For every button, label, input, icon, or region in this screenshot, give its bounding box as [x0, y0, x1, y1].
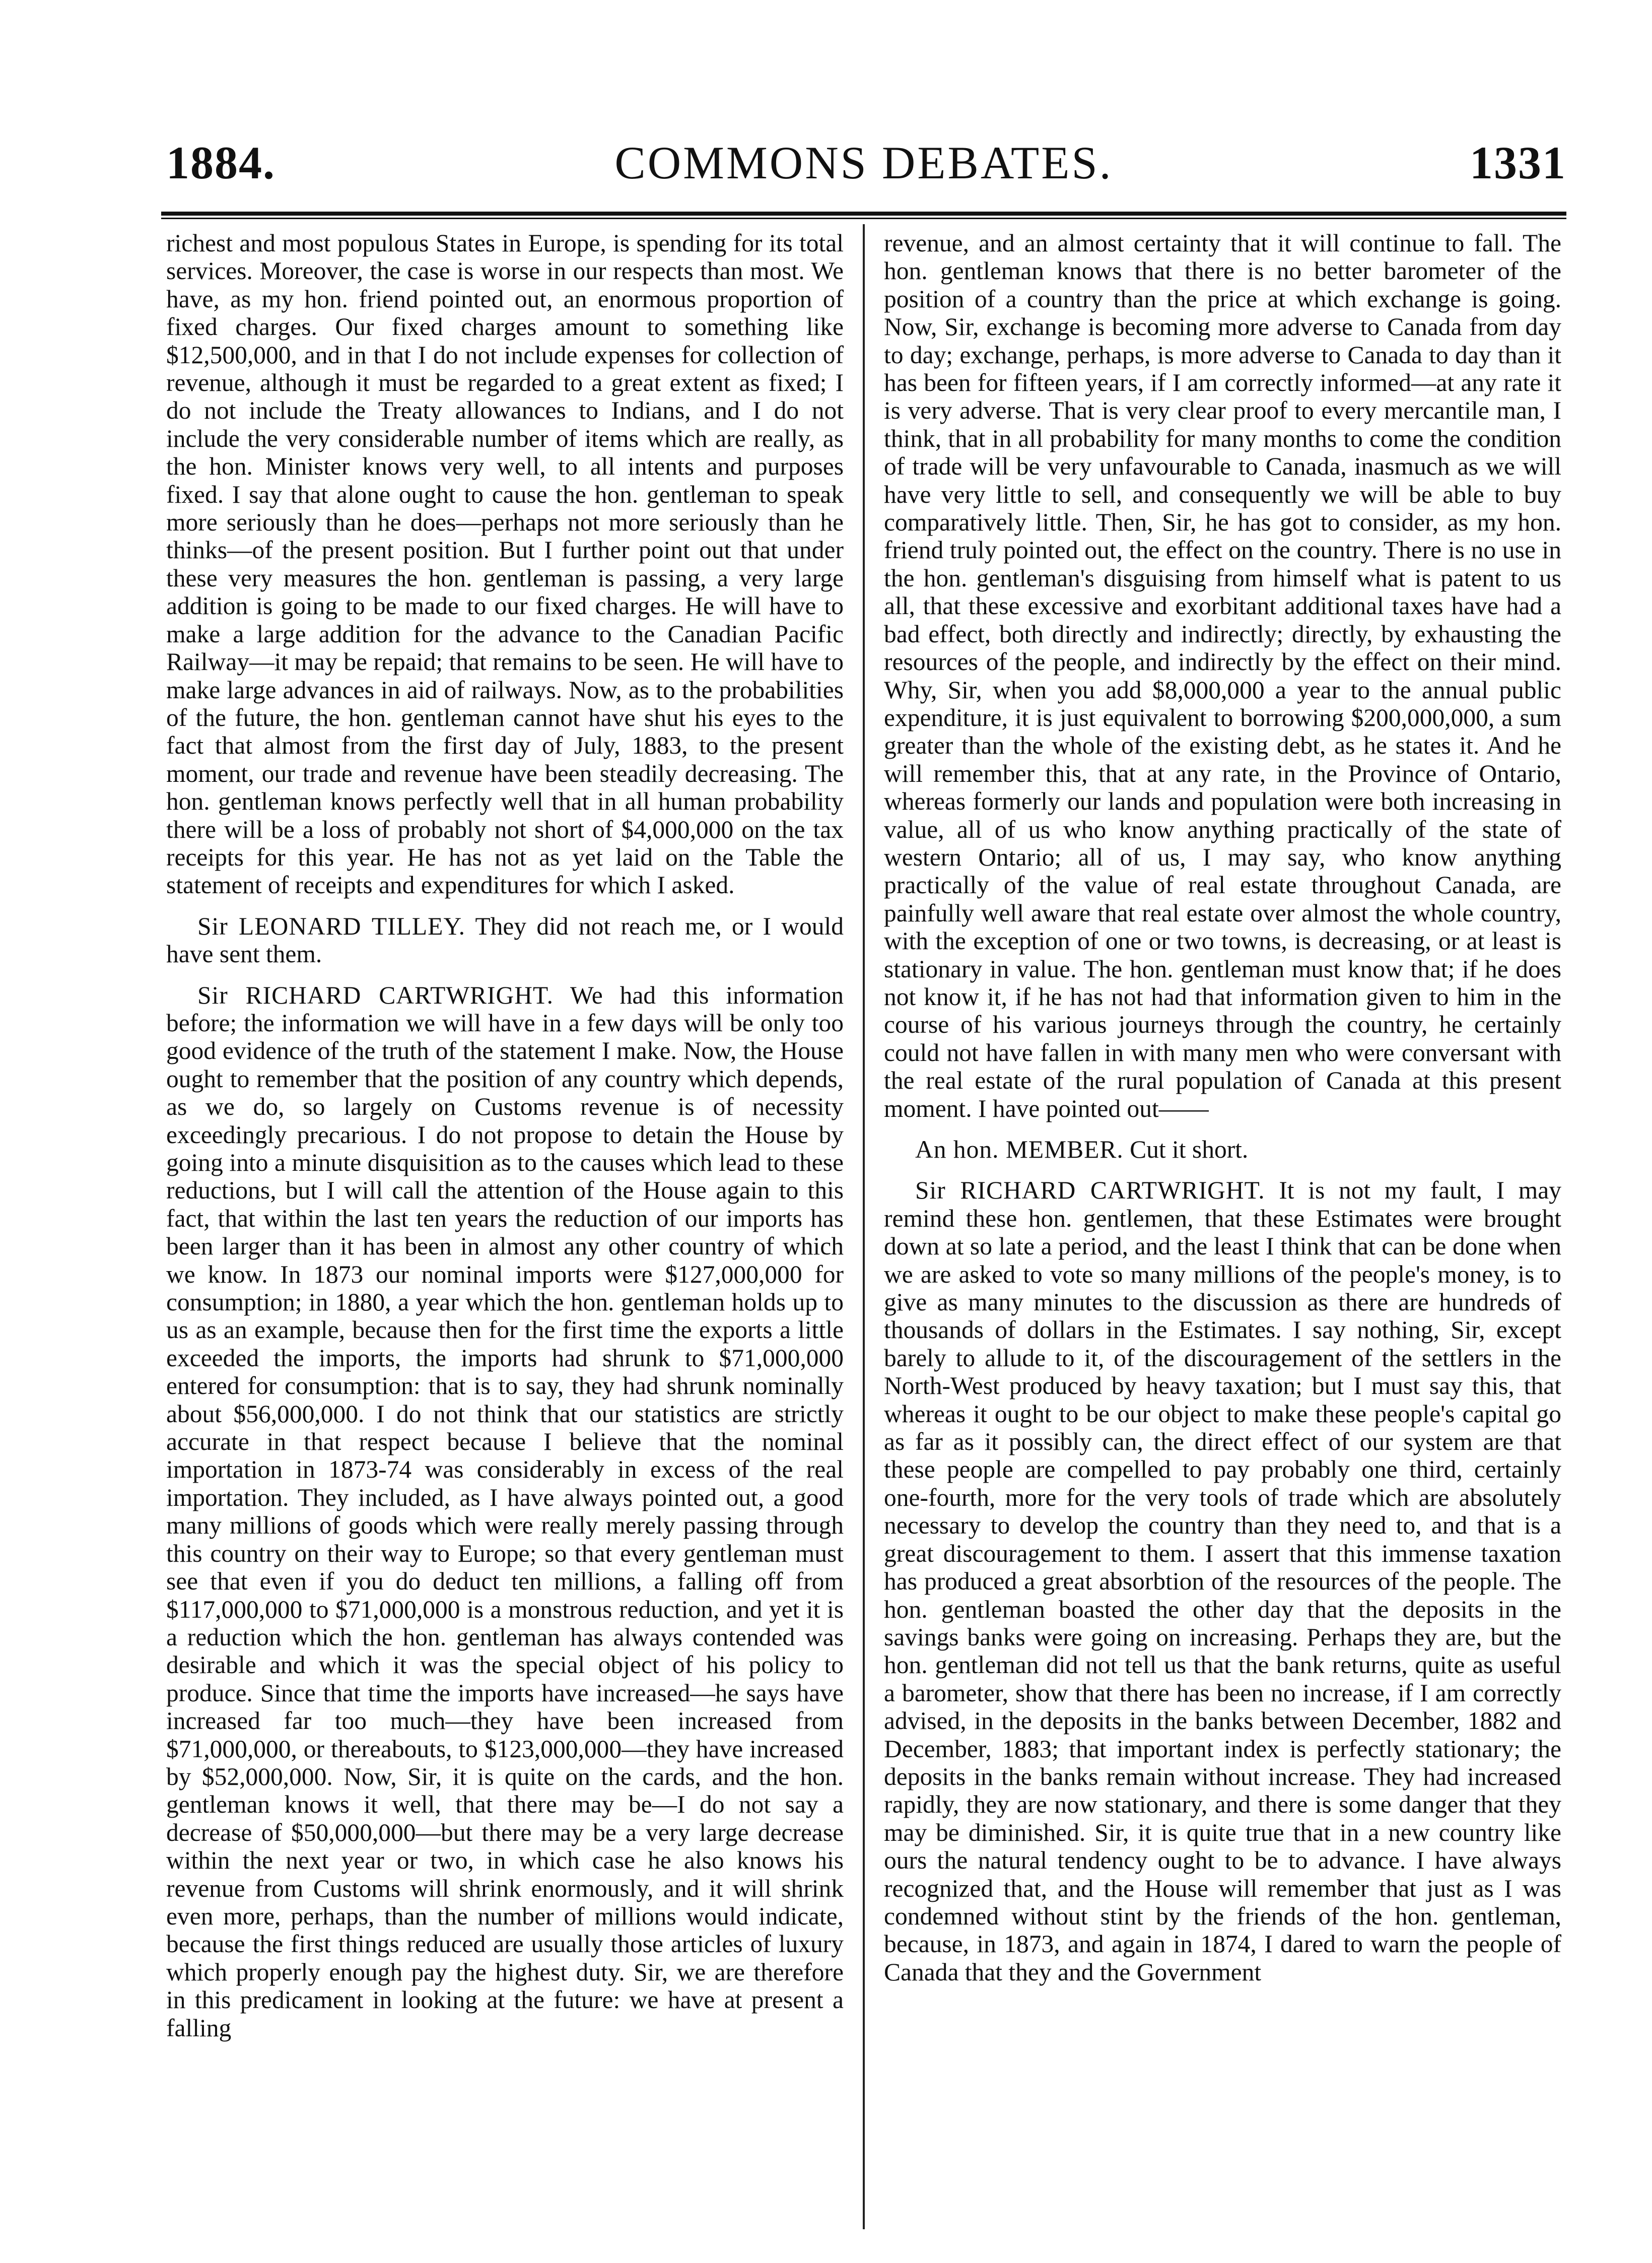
left-column — [166, 229, 844, 2239]
header-year: 1884. — [166, 137, 276, 188]
speech-text: They did not reach me, or I would have sent them. — [166, 912, 844, 968]
header-rule-thin — [161, 218, 1566, 219]
right-paragraph-2 — [884, 1136, 1561, 1163]
speaker-name: An hon. MEMBER. — [915, 1136, 1124, 1163]
header-page-number: 1331 — [1470, 137, 1566, 188]
page-header — [161, 136, 1566, 196]
header-rule — [161, 212, 1566, 216]
speech-text: It is not my fault, I may remind these hon. gentlemen, that these Estimates were brought down at so late a period, and the least I think that can be done when we are asked to vote so many millions of the people's money, is to give as many minutes to the discussion as there are hundreds of thousands of dollars in the Estimates. I say nothing, Sir, except barely to allude to it, of the discouragement of the settlers in the North-West produced by heavy taxation; but I must say this, that whereas it ought to be our object to make these people's capital go as far as it possibly can, the direct effect of our system are that these people are compelled to pay probably one third, certainly one-fourth, more for the very tools of trade which are absolutely necessary to develop the country than they need to, and that is a great discouragement to them. I assert that this immense taxation has produced a great absorbtion of the resources of the people. The hon. gentleman boasted the other day that the deposits in the savings banks were going on increasing. Perhaps they are, but the hon. gentleman did not tell us that the bank returns, quite as useful a barometer, show that there has been no increase, if I am correctly advised, in the deposits in the banks between December, 1882 and December, 1883; that important index is perfectly stationary; the deposits in the banks remain without increase. They had increased rapidly, they are now stationary, and there is some danger that they may be diminished. Sir, it is quite true that in a new country like ours the natural tendency ought to be to advance. I have always recognized that, and the House will remember that just as I was condemned without stint by the friends of the hon. gentleman, because, in 1873, and again in 1874, I dared to warn the people of Canada that they and the Government — [884, 1176, 1561, 1986]
speaker-name: Sir RICHARD CARTWRIGHT. — [197, 981, 554, 1009]
speaker-name: Sir LEONARD TILLEY. — [197, 912, 466, 940]
header-title: COMMONS DEBATES. — [614, 137, 1113, 188]
speech-text: We had this information before; the information we will have in a few days will be only too good evidence of the truth of the statement I make. Now, the House ought to remember that the position of any country which depends, as we do, so largely on Customs revenue is of necessity exceedingly precarious. I do not propose to detain the House by going into a minute disquisition as to the causes which lead to these reductions, but I will call the attention of the House again to this fact, that within the last ten years the reduction of our imports has been larger than it has been in almost any other country of which we know. In 1873 our nominal imports were $127,000,000 for consumption; in 1880, a year which the hon. gentleman holds up to us as an example, because then for the first time the exports a little exceeded the imports, the imports had shrunk to $71,000,000 entered for consumption: that is to say, they had shrunk nominally about $56,000,000. I do not think that our statistics are strictly accurate in that respect because I believe that the nominal importation in 1873-74 was considerably in excess of the real importation. They included, as I have always pointed out, a good many millions of goods which were really merely passing through this country on their way to Europe; so that every gentleman must see that even if you do deduct ten millions, a falling off from $117,000,000 to $71,000,000 is a monstrous reduction, and yet it is a reduction which the hon. gentleman has always contended was desirable and which it was the special object of his policy to produce. Since that time the imports have increased—he says have increased far too much—they have been increased from $71,000,000, or thereabouts, to $123,000,000—they have increased by $52,000,000. Now, Sir, it is quite on the cards, and the hon. gentleman knows it well, that there may be—I do not say a decrease of $50,000,000—but there may be a very large decrease within the next year or two, in which case he also knows his revenue from Customs will shrink enormously, and it will shrink even more, perhaps, than the number of millions would indicate, because the first things reduced are usually those articles of luxury which properly enough pay the highest duty. Sir, we are therefore in this predicament in looking at the future: we have at present a falling — [166, 981, 844, 2042]
left-paragraph-2 — [166, 912, 844, 968]
right-paragraph-1: revenue, and an almost certainty that it will continue to fall. The hon. gentleman knows that there is no better barometer of the position of a country than the price at which exchange is going. Now, Sir, exchange is becoming more adverse to Canada from day to day; exchange, perhaps, is more adverse to Canada to day than it has been for fifteen years, if I am correctly informed—at any rate it is very adverse. That is very clear proof to every mercantile man, I think, that in all probability for many months to come the condition of trade will be very unfavourable to Canada, inasmuch as we will have very little to sell, and consequently we will be able to buy comparatively little. Then, Sir, he has got to consider, as my hon. friend truly pointed out, the effect on the country. There is no use in the hon. gentleman's disguising from himself what is patent to us all, that these excessive and exorbitant additional taxes have had a bad effect, both directly and indirectly; directly, by exhausting the resources of the people, and indirectly by the effect on their mind. Why, Sir, when you add $8,000,000 a year to the annual public expenditure, it is just equivalent to borrowing $200,000,000, a sum greater than the whole of the existing debt, as he states it. And he will remember this, that at any rate, in the Province of Ontario, whereas formerly our lands and population were both increasing in value, all of us who know anything practically of the state of western Ontario; all of us, I may say, who know anything practically of the value of real estate throughout Canada, are painfully well aware that real estate over almost the whole country, with the exception of one or two towns, is decreasing, or at least is stationary in value. The hon. gentleman must know that; if he does not know it, if he has not had that information given to him in the course of his various journeys through the country, he certainly could not have fallen in with many men who were conversant with the real estate of the rural population of Canada at this present moment. I have pointed out—— — [884, 229, 1561, 1122]
right-paragraph-3 — [884, 1176, 1561, 1986]
speech-text: Cut it short. — [1130, 1136, 1249, 1163]
left-paragraph-1: richest and most populous States in Europe, is spending for its total services. Moreover, the case is worse in our respects than most. We have, as my hon. friend pointed out, an enormous proportion of fixed charges. Our fixed charges amount to something like $12,500,000, and in that I do not include expenses for collection of revenue, although it must be regarded to a great extent as fixed; I do not include the Treaty allowances to Indians, and I do not include the very considerable number of items which are really, as the hon. Minister knows very well, to all intents and purposes fixed. I say that alone ought to cause the hon. gentleman to speak more seriously than he does—perhaps not more seriously than he thinks—of the present position. But I further point out that under these very measures the hon. gentleman is passing, a very large addition is going to be made to our fixed charges. He will have to make a large addition for the advance to the Canadian Pacific Railway—it may be repaid; that remains to be seen. He will have to make large advances in aid of railways. Now, as to the probabilities of the future, the hon. gentleman cannot have shut his eyes to the fact that almost from the first day of July, 1883, to the present moment, our trade and revenue have been steadily decreasing. The hon. gentleman knows perfectly well that in all human probability there will be a loss of probably not short of $4,000,000 on the tax receipts for this year. He has not as yet laid on the Table the statement of receipts and expenditures for which I asked. — [166, 229, 844, 899]
left-paragraph-3 — [166, 981, 844, 2042]
column-divider — [863, 224, 865, 2229]
speaker-name: Sir RICHARD CARTWRIGHT. — [915, 1176, 1265, 1205]
right-column — [884, 229, 1561, 2239]
